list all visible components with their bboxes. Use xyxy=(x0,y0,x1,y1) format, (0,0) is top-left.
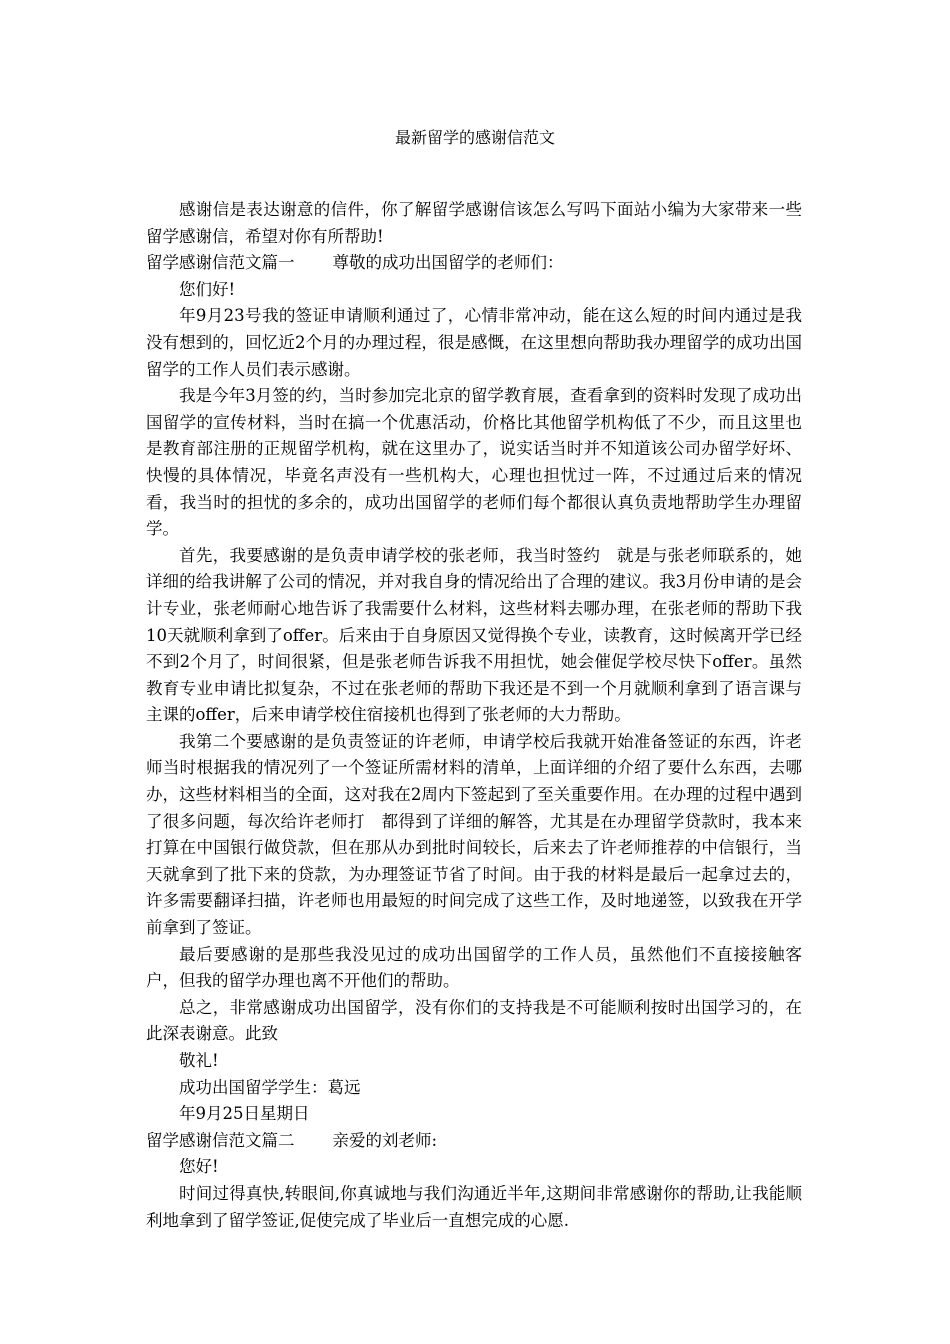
letter2-heading: 留学感谢信范文篇二 xyxy=(146,1130,295,1150)
letter1-paragraph: 最后要感谢的是那些我没见过的成功出国留学的工作人员，虽然他们不直接接触客户，但我的留学办理也离不开他们的帮助。 xyxy=(146,944,802,991)
document-title: 最新留学的感谢信范文 xyxy=(394,128,555,147)
letter1-heading: 留学感谢信范文篇一 xyxy=(146,253,295,273)
letter1-closing: 敬礼! xyxy=(179,1051,219,1070)
letter1-signature: 成功出国留学学生：葛远 xyxy=(179,1077,361,1097)
letter1-paragraph: 首先，我要感谢的是负责申请学校的张老师，我当时签约 就是与张老师联系的，她详细的给我讲解了公司的情况，并对我自身的情况给出了合理的建议。我3月份申请的是会计专业，张老师耐心地告诉了我需要什么材料，这些材料去哪办理，在张老师的帮助下我10天就顺利拿到了offer。后来由于自身原因又觉得换个专业，读教育，这时候离开学已经不到2个月了，时间很紧，但是张老师告诉我不用担忧，她会催促学校尽快下offer。虽然教育专业申请比拟复杂，不过在张老师的帮助下我还是不到一个月就顺利拿到了语言课与主课的offer，后来申请学校住宿接机也得到了张老师的大力帮助。 xyxy=(146,545,802,725)
letter1-paragraph: 年9月23号我的签证申请顺利通过了，心情非常冲动，能在这么短的时间内通过是我没有想到的，回忆近2个月的办理过程，很是感慨，在这里想向帮助我办理留学的成功出国留学的工作人员们表示感谢。 xyxy=(146,306,802,379)
letter1-heading-line xyxy=(146,250,802,277)
letter1-paragraph: 总之，非常感谢成功出国留学，没有你们的支持我是不可能顺利按时出国学习的，在此深表谢意。此致 xyxy=(146,997,802,1044)
intro-paragraph: 感谢信是表达谢意的信件，你了解留学感谢信该怎么写吗下面站小编为大家带来一些留学感谢信，希望对你有所帮助! xyxy=(146,200,802,246)
letter2-salutation: 亲爱的刘老师: xyxy=(332,1130,438,1150)
letter2-heading-line xyxy=(146,1128,802,1155)
letter1-salutation: 尊敬的成功出国留学的老师们： xyxy=(332,253,564,273)
document-body xyxy=(146,197,802,1234)
letter1-paragraph: 我是今年3月签的约，当时参加完北京的留学教育展，查看拿到的资料时发现了成功出国留学的宣传材料，当时在搞一个优惠活动，价格比其他留学机构低了不少，而且这里也是教育部注册的正规留学机构，就在这里办了，说实话当时并不知道该公司办留学好坏、快慢的具体情况，毕竟名声没有一些机构大，心理也担忧过一阵，不过通过后来的情况看，我当时的担忧的多余的，成功出国留学的老师们每个都很认真负责地帮助学生办理留学。 xyxy=(146,386,802,539)
letter2-paragraph: 时间过得真快,转眼间,你真诚地与我们沟通近半年,这期间非常感谢你的帮助,让我能顺利地拿到了留学签证,促使完成了毕业后一直想完成的心愿. xyxy=(146,1183,802,1230)
letter2-greeting: 您好! xyxy=(179,1157,219,1177)
letter1-greeting: 您们好! xyxy=(179,279,236,299)
letter1-date: 年9月25日星期日 xyxy=(179,1104,310,1124)
letter1-paragraph: 我第二个要感谢的是负责签证的许老师，申请学校后我就开始准备签证的东西，许老师当时根据我的情况列了一个签证所需材料的清单，上面详细的介绍了要什么东西，去哪办，这些材料相当的全面，这对我在2周内下签起到了至关重要作用。在办理的过程中遇到了很多问题，每次给许老师打 都得到了详细的解答，尤其是在办理留学贷款时，我本来打算在中国银行做贷款，但在那从办到批时间较长，后来去了许老师推荐的中信银行，当天就拿到了批下来的贷款，为办理签证节省了时间。由于我的材料是最后一起拿过去的，许多需要翻译扫描，许老师也用最短的时间完成了这些工作，及时地递签，以致我在开学前拿到了签证。 xyxy=(146,731,802,938)
